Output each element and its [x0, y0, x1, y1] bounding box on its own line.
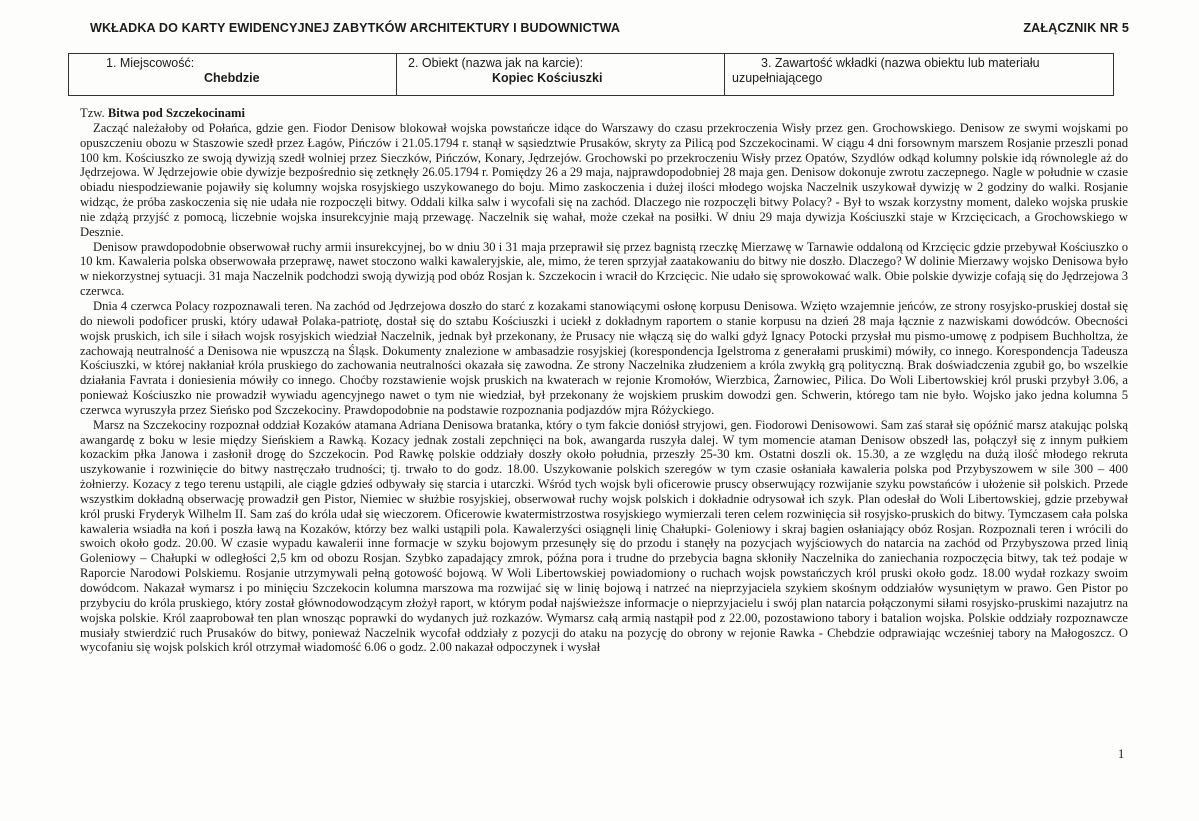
paragraph: Zacząć należałoby od Połańca, gdzie gen. Fiodor Denisow blokował wojska powstańcze idące do Warszawy do czasu przekroczenia Wisły przez gen. Grochowskiego. Denisow ze swymi wojskami po opuszczeniu obozu w Staszowie szedł przez Łagów, Pińczów i 21.05.1794 r. stanął w sąsiedztwie Prusaków, skryty za Pilicą pod Szczekocinami. W ciągu 4 dni forsownym marszem Rosjanie przeszli ponad 100 km. Kościuszko ze swoją dywizją szedł wolniej przez Sieczków, Pińczów, Konary, Jędrzejów. Grochowski po przekroczeniu Wisły przez Opatów, Szydlów odkąd kolumny polskie idą równolegle aż do Jędrzejowa. W Jędrzejowie obie dywizje bezpośrednio się zetknęły 26.05.1794 r. Pomiędzy 26 a 29 maja, najprawdopodobniej 28 maja gen. Denisow dokonuje zwrotu zaczepnego. Nagle w południe w czasie obiadu niespodziewanie pojawiły się kolumny wojska rosyjskiego uszykowanego do boju. Mimo zaskoczenia i dużej ilości młodego wojska Naczelnik uszykował dywizję w 2 godziny do walki. Rosjanie widząc, że próba zaskoczenia się nie udała nie rozpoczęli bitwy. Oddali kilka salw i wycofali się na zachód. Dlaczego nie rozpoczęli bitwy Polacy? - Był to wszak korzystny moment, daleko wojska pruskie nie zdążą przyjść z pomocą, liczebnie wojska insurekcyjnie mają przewagę. Naczelnik się wahał, może czekał na posiłki. W dniu 29 maja dywizja Kościuszki staje w Krzcięcicach, a Grochowskiego w Desznie.: [80, 120, 1128, 239]
locality-label: 1. Miejscowość:: [106, 56, 195, 70]
fields-table: [68, 53, 1114, 96]
locality-value: Chebdzie: [204, 71, 260, 85]
attachment-number: ZAŁĄCZNIK NR 5: [1023, 21, 1129, 35]
heading-title: Bitwa pod Szczekocinami: [107, 106, 246, 120]
paragraph: Marsz na Szczekociny rozpoznał oddział Kozaków atamana Adriana Denisowa bratanka, który o tym fakcie doniósł stryjowi, gen. Fiodorowi Denisowowi. Sam zaś starał się opóźnić marsz atakując polską awangardę z boku w lesie między Sieńskiem a Rawką. Kozacy jednak zostali zepchnięci na bok, awangarda ruszyła dalej. W tym momencie ataman Denisow obszedł las, połączył się z innym pułkiem kozackim płka Janowa i zasłonił drogę do Szczekocin. Pod Rawkę polskie oddziały doszły około południa, przeszły 25-30 km. Ostatni doszli ok. 15.30, a ze względu na dużą ilość młodego rekruta uszykowanie i rozwinięcie do bitwy nastręczało trudności; tj. trwało to do godz. 18.00. Uszykowanie polskich szeregów w tym czasie osłaniała kawaleria polska pod Przybyszowem w sile 300 – 400 żołnierzy. Kozacy z tego terenu ustąpili, ale ciągle gdzieś odbywały się starcia i utarczki. Wśród tych wojsk byli oficerowie pruscy obserwujący rozwijanie szyku powstańców i ułożenie sił polskich. Przede wszystkim dokładną obserwację prowadził gen Pistor, Niemiec w służbie rosyjskiej, obserwował ruchy wojsk polskich i dokładnie odrysował ich szyk. Plan odesłał do Woli Libertowskiej, gdzie przebywał król pruski Fryderyk Wilhelm II. Sam zaś do króla udał się wieczorem. Oficerowie kwatermistrzostwa rosyjskiego wymierzali teren celem rozwinięcia sił rosyjsko-pruskich do bitwy. Tymczasem cała polska kawaleria wsiadła na koń i poszła ławą na Kozaków, którzy bez walki ustąpili pola. Kawalerzyści osiągnęli linię Chałupki- Goleniowy i skraj bagien osłaniający obóz Rosjan. Rozpoznali teren i wrócili do swoich około godz. 20.00. W czasie wypadu kawalerii inne formacje w szyku bojowym przesunęły się do przodu i stanęły na pozycjach wyjściowych do natarcia na zachód od Przybyszowa przed linią Goleniowy – Chałupki w odległości 2,5 km od obozu Rosjan. Szybko zapadający zmrok, późna pora i trudne do przebycia bagna skłoniły Naczelnika do zaniechania rozpoczęcia bitwy, tak też podaje w Raporcie Narodowi Polskiemu. Rosjanie utrzymywali pełną gotowość bojową. W Woli Libertowskiej powiadomiony o ruchach wojsk powstańczych król pruski około godz. 18.00 wydał rozkazy swoim dowódcom. Nakazał wymarsz i po minięciu Szczekocin kolumna marszowa ma rozwijać się w linię bojową i natrzeć na nieprzyjaciela szykiem skośnym oddziałów wysuniętym w prawo. Gen Pistor po przybyciu do króla pruskiego, który został głównodowodzącym złożył raport, w którym podał najświeższe informacje o nieprzyjacielu i swój plan natarcia połączonymi siłami rosyjsko-pruskimi nazajutrz na wojska polskie. Król zaaprobował ten plan wnosząc poprawki do wydanych już rozkazów. Wymarsz całą armią nastąpił pod z 22.00, pozostawiono tabory i batalion wojska. Polskie oddziały rozpoznawcze musiały stwierdzić ruch Prusaków do bitwy, ponieważ Naczelnik wycofał oddziały z pozycji do ataku na pozycję do obrony w rejonie Rawka - Chebdzie odprawiając wcześniej tabory na Małogoszcz. O wycofaniu się wojsk polskich król otrzymał wiadomość 6.06 o godz. 2.00 nakazał odpoczynek i wysłał: [80, 417, 1128, 655]
content-label: 3. Zawartość wkładki (nazwa obiektu lub materiału: [761, 56, 1040, 70]
content-value: uzupełniającego: [732, 71, 823, 85]
document-header: [90, 21, 1129, 35]
locality-cell: [69, 54, 397, 95]
heading-prefix: Tzw.: [80, 106, 105, 120]
page-number: 1: [1118, 747, 1125, 761]
section-heading: [80, 106, 1128, 121]
object-label: 2. Obiekt (nazwa jak na karcie):: [408, 56, 584, 70]
paragraph: Denisow prawdopodobnie obserwował ruchy armii insurekcyjnej, bo w dniu 30 i 31 maja przeprawił się przez bagnistą rzeczkę Mierzawę w Tarnawie oddaloną od Krzcięcic gdzie przebywał Kościuszko o 10 km. Kawaleria polska obserwowała przeprawę, nawet stoczono walki kawaleryjskie, ale, mimo, że teren sprzyjał zaatakowaniu do bitwy nie doszło. Dlaczego? W dolinie Mierzawy wojsko Denisowa było w niekorzystnej sytuacji. 31 maja Naczelnik podchodzi swoją dywizją pod obóz Rosjan k. Szczekocin i wracił do Krzcięcic. Nie udało się sprowokować walk. Obie polskie dywizje cofają się do Jędrzejowa 3 czerwca.: [80, 239, 1128, 299]
object-cell: [397, 54, 725, 95]
document-title: WKŁADKA DO KARTY EWIDENCYJNEJ ZABYTKÓW ARCHITEKTURY I BUDOWNICTWA: [90, 21, 621, 35]
object-value: Kopiec Kościuszki: [492, 71, 603, 85]
document-body: [80, 106, 1128, 655]
content-cell: [725, 54, 1113, 95]
paragraph: Dnia 4 czerwca Polacy rozpoznawali teren. Na zachód od Jędrzejowa doszło do starć z kozakami stanowiącymi osłonę korpusu Denisowa. Wzięto wzajemnie jeńców, ze strony rosyjsko-pruskiej dostał się do niewoli podoficer pruski, który udawał Polaka-patriotę, dostał się do sztabu Kościuszki i uciekł z dokładnym raportem o stanie korpusu na dzień 28 maja łącznie z nazwiskami dowódców. Obecności wojsk pruskich, ich sile i siłach wojsk rosyjskich wiedział Naczelnik, jednak był przekonany, że Prusacy nie włączą się do walki gdyż Ignacy Potocki przysłał mu pismo-umowę z podpisem Buchholtza, że zachowają neutralność a Denisowa nie wpuszczą na Śląsk. Dokumenty znalezione w ambasadzie rosyjskiej (korespondencja Igelstroma z generałami pruskimi) mówiły, co innego. Korespondencja Tadeusza Kościuszki, w której nakłaniał króla pruskiego do zachowania neutralności okazała się zawodna. Ze strony Naczelnika złudzeniem a króla zwykłą grą polityczną. Brak doświadczenia zgubił go, bo wszelkie działania Favrata i doniesienia mówiły co innego. Choćby rozstawienie wojsk pruskich na kwaterach w rejonie Kromołów, Wierzbica, Żarnowiec, Pilica. Do Woli Libertowskiej król pruski przybył 3.06, a ponieważ Kościuszko nie prowadził wywiadu agencyjnego nawet o tym nie wiedział, był przekonany że wojskiem pruskim dowodzi gen. Schwerin, którego tam nie było. Wojsko jako jedna kolumna 5 czerwca wyruszyła przez Sieńsko pod Szczekociny. Prawdopodobnie na podstawie rozpoznania podjazdów mjra Różyckiego.: [80, 298, 1128, 417]
